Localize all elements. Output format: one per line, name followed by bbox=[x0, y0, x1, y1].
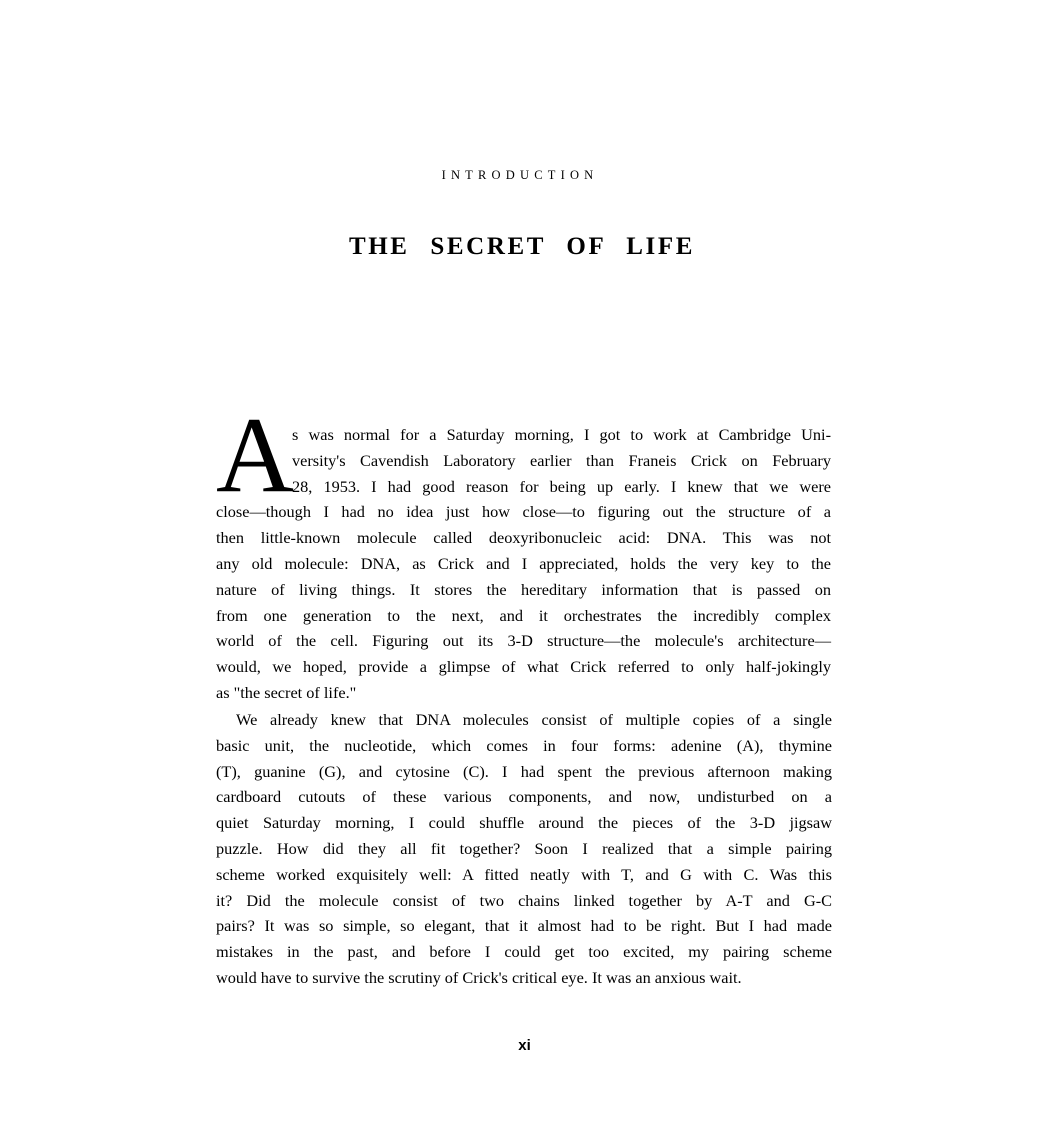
paragraph-1-line: 28, 1953. I had good reason for being up early. I knew that we were bbox=[292, 476, 831, 496]
drop-cap: A bbox=[216, 396, 294, 515]
page-number: xi bbox=[518, 1037, 531, 1054]
paragraph-2-line: scheme worked exquisitely well: A fitted neatly with T, and G with C. Was this bbox=[216, 864, 832, 884]
paragraph-2-line: We already knew that DNA molecules consist of multiple copies of a single bbox=[236, 710, 832, 729]
paragraph-2-line: would have to survive the scrutiny of Crick's critical eye. It was an anxious wait. bbox=[216, 968, 742, 987]
paragraph-1-line: world of the cell. Figuring out its 3-D structure—the molecule's architecture— bbox=[216, 631, 831, 651]
paragraph-2-line: (T), guanine (G), and cytosine (C). I had spent the previous afternoon making bbox=[216, 761, 832, 781]
paragraph-1-line: then little-known molecule called deoxyribonucleic acid: DNA. This was not bbox=[216, 528, 831, 548]
paragraph-1-line: versity's Cavendish Laboratory earlier than Franeis Crick on February bbox=[292, 450, 831, 470]
paragraph-1-line: close—though I had no idea just how close—to figuring out the structure of a bbox=[216, 502, 831, 522]
section-label: INTRODUCTION bbox=[441, 168, 599, 182]
paragraph-2-line: quiet Saturday morning, I could shuffle around the pieces of the 3-D jigsaw bbox=[216, 813, 832, 833]
paragraph-2-line: mistakes in the past, and before I could get too excited, my pairing scheme bbox=[216, 942, 832, 962]
chapter-title: THE SECRET OF LIFE bbox=[348, 233, 696, 260]
paragraph-1-line: s was normal for a Saturday morning, I got to work at Cambridge Uni- bbox=[292, 425, 831, 444]
paragraph-2-line: puzzle. How did they all fit together? Soon I realized that a simple pairing bbox=[216, 839, 832, 858]
paragraph-2-line: it? Did the molecule consist of two chains linked together by A-T and G-C bbox=[216, 890, 832, 910]
paragraph-1-line: from one generation to the next, and it orchestrates the incredibly complex bbox=[216, 605, 831, 625]
paragraph-2-line: pairs? It was so simple, so elegant, that it almost had to be right. But I had made bbox=[216, 916, 832, 936]
paragraph-2-line: basic unit, the nucleotide, which comes in four forms: adenine (A), thymine bbox=[216, 735, 832, 755]
paragraph-1-line: as "the secret of life." bbox=[216, 683, 357, 702]
paragraph-1-line: would, we hoped, provide a glimpse of what Crick referred to only half-jokingly bbox=[216, 657, 831, 677]
paragraph-2-line: cardboard cutouts of these various components, and now, undisturbed on a bbox=[216, 787, 832, 807]
paragraph-1-line: nature of living things. It stores the hereditary information that is passed on bbox=[216, 579, 831, 599]
paragraph-1-line: any old molecule: DNA, as Crick and I appreciated, holds the very key to the bbox=[216, 554, 831, 573]
